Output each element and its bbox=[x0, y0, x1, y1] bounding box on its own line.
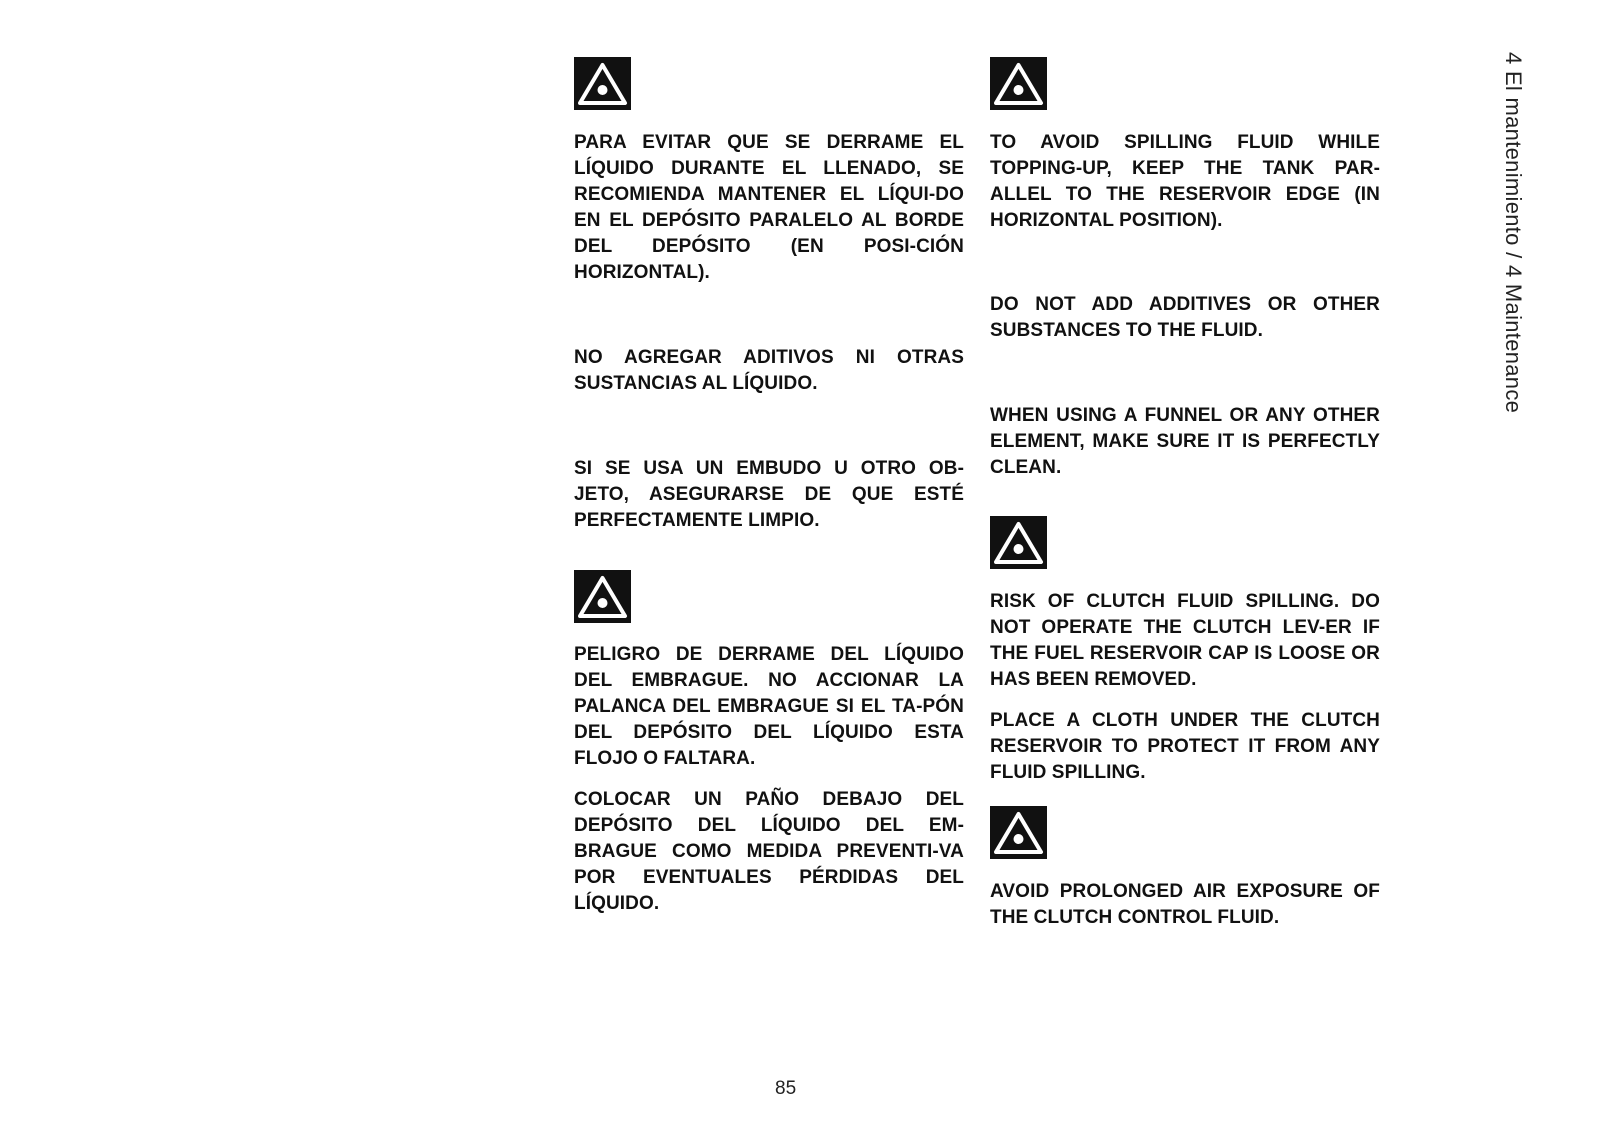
warning-text-filling-en: TO AVOID SPILLING FLUID WHILE TOPPING-UP, KEEP THE TANK PAR-ALLEL TO THE RESERVOIR EDGE (IN HORIZONTAL POSITION). bbox=[990, 132, 1380, 231]
page-number: 85 bbox=[775, 1078, 797, 1099]
warning-triangle-icon bbox=[574, 570, 631, 623]
warning-text-additives-en: DO NOT ADD ADDITIVES OR OTHER SUBSTANCES TO THE FLUID. bbox=[990, 294, 1380, 341]
warning-text-cloth-es: COLOCAR UN PAÑO DEBAJO DEL DEPÓSITO DEL LÍQUIDO DEL EM-BRAGUE COMO MEDIDA PREVENTI-VA POR EVENTUALES PÉRDIDAS DEL LÍQUIDO. bbox=[574, 789, 964, 914]
warning-text-funnel-en: WHEN USING A FUNNEL OR ANY OTHER ELEMENT, MAKE SURE IT IS PERFECTLY CLEAN. bbox=[990, 405, 1380, 478]
warning-text-filling-es: PARA EVITAR QUE SE DERRAME EL LÍQUIDO DURANTE EL LLENADO, SE RECOMIENDA MANTENER EL LÍQUI-DO EN EL DEPÓSITO PARALELO AL BORDE DEL DEPÓSITO (EN POSI-CIÓN HORIZONTAL). bbox=[574, 132, 964, 283]
warning-text-clutch-spill-es: PELIGRO DE DERRAME DEL LÍQUIDO DEL EMBRAGUE. NO ACCIONAR LA PALANCA DEL EMBRAGUE SI EL TA-PÓN DEL DEPÓSITO DEL LÍQUIDO ESTA FLOJO O FALTARA. bbox=[574, 644, 964, 769]
warning-triangle-icon bbox=[990, 57, 1047, 110]
warning-text-air-exposure-en: AVOID PROLONGED AIR EXPOSURE OF THE CLUTCH CONTROL FLUID. bbox=[990, 881, 1380, 928]
warning-text-clutch-spill-en: RISK OF CLUTCH FLUID SPILLING. DO NOT OPERATE THE CLUTCH LEV-ER IF THE FUEL RESERVOIR CAP IS LOOSE OR HAS BEEN REMOVED. bbox=[990, 591, 1380, 690]
warning-text-cloth-en: PLACE A CLOTH UNDER THE CLUTCH RESERVOIR TO PROTECT IT FROM ANY FLUID SPILLING. bbox=[990, 710, 1380, 783]
warning-triangle-icon bbox=[990, 516, 1047, 569]
chapter-title: 4 El mantenimiento / 4 Maintenance bbox=[1501, 52, 1526, 414]
warning-text-funnel-es: SI SE USA UN EMBUDO U OTRO OB-JETO, ASEGURARSE DE QUE ESTÉ PERFECTAMENTE LIMPIO. bbox=[574, 458, 964, 531]
warning-triangle-icon bbox=[990, 806, 1047, 859]
warning-text-additives-es: NO AGREGAR ADITIVOS NI OTRAS SUSTANCIAS AL LÍQUIDO. bbox=[574, 347, 964, 394]
warning-triangle-icon bbox=[574, 57, 631, 110]
